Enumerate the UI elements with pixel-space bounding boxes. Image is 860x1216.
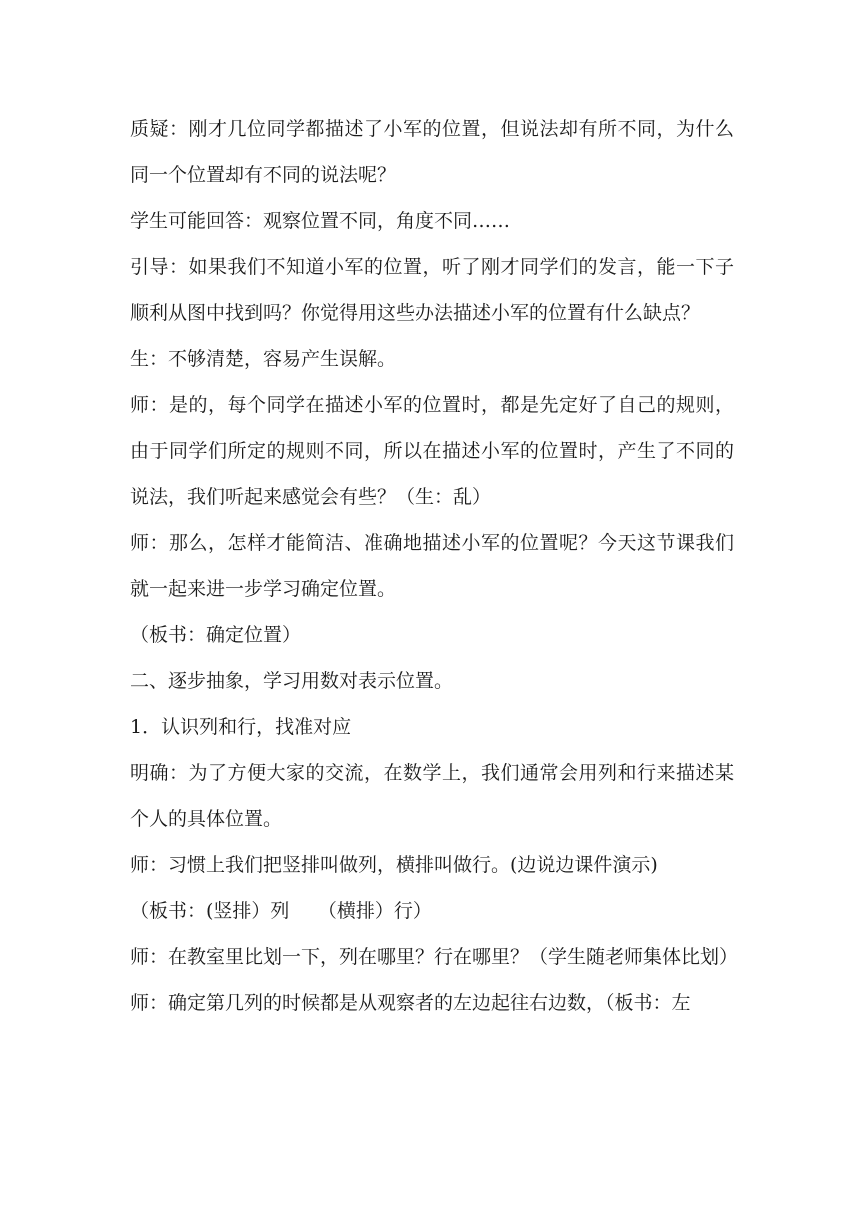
paragraph-question: 质疑：刚才几位同学都描述了小军的位置，但说法却有所不同，为什么同一个位置却有不同的说法呢？ bbox=[130, 118, 734, 186]
paragraph-teacher-classroom: 师：在教室里比划一下，列在哪里？行在哪里？（学生随老师集体比划） bbox=[130, 946, 739, 968]
paragraph-teacher-rules: 师：是的，每个同学在描述小军的位置时，都是先定好了自己的规则，由于同学们所定的规则不同，所以在描述小军的位置时，产生了不同的说法，我们听起来感觉会有些？（生：乱） bbox=[130, 394, 734, 508]
section-heading-2: 二、逐步抽象，学习用数对表示位置。 bbox=[130, 670, 454, 692]
paragraph-guide: 引导：如果我们不知道小军的位置，听了刚才同学们的发言，能一下子顺利从图中找到吗？你觉得用这些办法描述小军的位置有什么缺点？ bbox=[130, 256, 734, 324]
paragraph-teacher-counting: 师：确定第几列的时候都是从观察者的左边起往右边数，（板书：左 bbox=[130, 992, 691, 1014]
document-body bbox=[130, 106, 739, 1026]
paragraph-board-title: （板书：确定位置） bbox=[130, 624, 302, 646]
paragraph-board-columns-rows: （板书：(竖排）列 （横排）行） bbox=[130, 900, 432, 922]
paragraph-clarify: 明确：为了方便大家的交流，在数学上，我们通常会用列和行来描述某个人的具体位置。 bbox=[130, 762, 734, 830]
paragraph-student-reply: 生：不够清楚，容易产生误解。 bbox=[130, 348, 397, 370]
paragraph-student-answer: 学生可能回答：观察位置不同，角度不同…… bbox=[130, 210, 511, 232]
subsection-heading-1: 1．认识列和行，找准对应 bbox=[130, 716, 352, 738]
paragraph-teacher-intro: 师：那么，怎样才能简洁、准确地描述小军的位置呢？今天这节课我们就一起来进一步学习确定位置。 bbox=[130, 532, 734, 600]
paragraph-teacher-columns-rows: 师：习惯上我们把竖排叫做列，横排叫做行。(边说边课件演示) bbox=[130, 854, 658, 876]
